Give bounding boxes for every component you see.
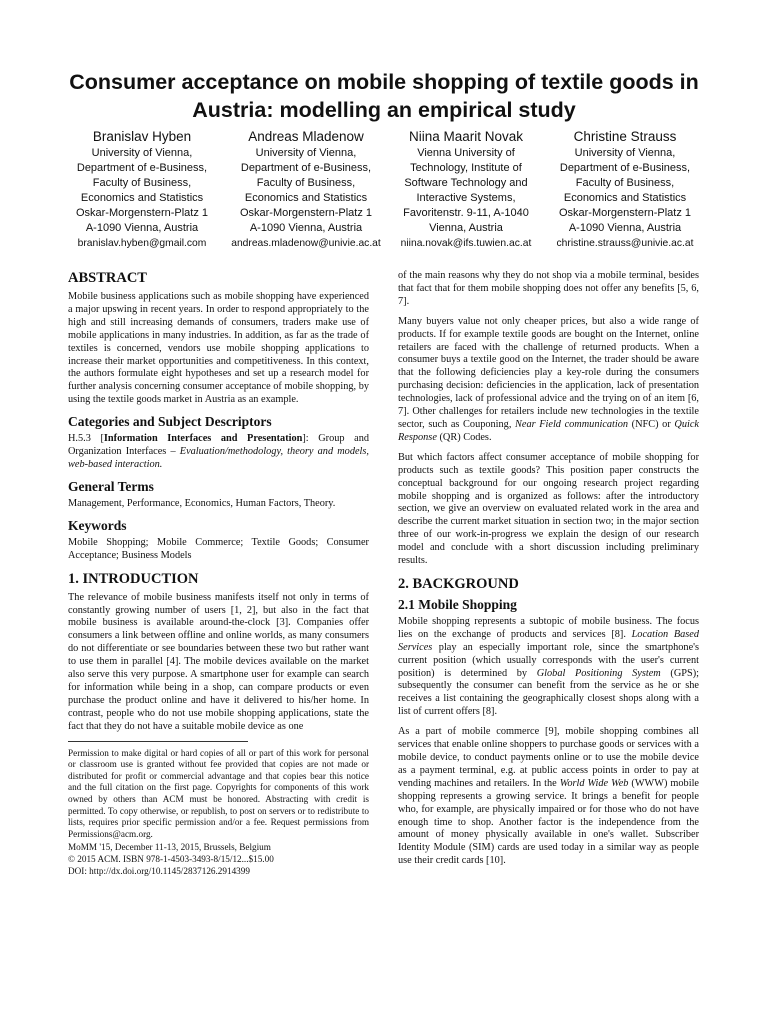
text-run: (QR) Codes.: [436, 431, 492, 443]
author-email[interactable]: christine.strauss@univie.ac.at: [556, 238, 694, 249]
doi-line[interactable]: DOI: http://dx.doi.org/10.1145/2837126.2914399: [68, 865, 250, 876]
author-affiliation-line: Department of e-Business,: [559, 162, 691, 174]
paragraph: [398, 726, 699, 868]
paragraph: [398, 316, 699, 445]
conference-line: MoMM '15, December 11-13, 2015, Brussels, Belgium: [68, 842, 271, 853]
author-affiliation-line: University of Vienna,: [574, 147, 676, 159]
keywords-heading: Keywords: [68, 517, 127, 533]
author-affiliation-line: Economics and Statistics: [244, 192, 368, 204]
categories-italic: Evaluation/methodology, theory and models, web-based interaction.: [68, 446, 369, 470]
paragraph: [398, 616, 699, 719]
text-run: Mobile shopping represents a subtopic of mobile business. The focus lies on the exchange of products and services [8].: [398, 615, 699, 640]
categories-text: [68, 433, 369, 472]
author-affiliation-line: Favoritenstr. 9-11, A-1040: [403, 207, 529, 219]
author-name: Niina Maarit Novak: [408, 129, 524, 144]
introduction-heading: 1. INTRODUCTION: [68, 570, 199, 587]
author-affiliation-line: A-1090 Vienna, Austria: [85, 222, 199, 234]
author-affiliation-line: Oskar-Morgenstern-Platz 1: [558, 207, 692, 219]
permission-block: [68, 748, 369, 878]
italic-term: World Wide Web: [559, 777, 629, 789]
general-terms-heading: General Terms: [68, 478, 154, 494]
italic-term: Near Field communication: [515, 418, 629, 430]
permission-text: Permission to make digital or hard copies of all or part of this work for personal or classroom use is granted without fee provided that copies are not made or distributed for profit or commercial advantage and that copies bear this notice and the full citation on the first page. Copyrights for components of this work owned by others than ACM must be honored. Abstracting with credit is permitted. To copy otherwise, or republish, to post on servers or to redistribute to lists, requires prior specific permission and/or a fee. Request permissions from Permissions@acm.org.: [68, 747, 369, 839]
author-affiliation-line: Faculty of Business,: [575, 177, 675, 189]
categories-bold: Information Interfaces and Presentation: [103, 433, 303, 445]
categories-code: H.5.3 [: [68, 433, 104, 445]
author-affiliation-line: Economics and Statistics: [80, 192, 204, 204]
author-affiliation-line: University of Vienna,: [255, 147, 357, 159]
author-email[interactable]: niina.novak@ifs.tuwien.ac.at: [400, 238, 532, 249]
background-heading: 2. BACKGROUND: [398, 575, 519, 592]
text-run: As a part of mobile commerce [9], mobile shopping combines all services that enable online shoppers to purchase goods or services with a mobile device, to conduct payments online or to use the mobile device as a payment terminal, e.g. at public access points in order to pay at vending machines and retailers. In the: [398, 726, 699, 789]
author-block-4: [545, 128, 705, 251]
italic-term: Global Positioning System: [536, 667, 661, 679]
text-run: Many buyers value not only cheaper prices, but also a wide range of products. If for example textile goods are bought on the Internet, online retailers are faced with the challenge of returned products. When a consumer buys a textile good on the Internet, the trader should be aware that the following deficiencies play a key-role during the consumers purchasing decision: deficiencies in the application, lack of presentation technologies, lack of professional advice and the trying on of an item [6, 7]. Other challenges for retailers include new technologies in the textile sector, such as Couponing,: [398, 315, 699, 430]
paper-title: Consumer acceptance on mobile shopping of textile goods in Austria: modelling an empirical study: [69, 70, 699, 122]
footnote-divider: [68, 741, 248, 742]
text-run: (WWW) mobile shopping represents a growing service. It brings a benefit for people who, for example, are physically impaired or for those who do not have enough time to shop. Another factor is the independence from the amount of money physically available in one's wallet. Subscriber Identity Module (SIM) cards are used today in a similar way as people use their credit cards [10].: [398, 777, 699, 867]
right-column: [398, 270, 699, 875]
author-affiliation-line: Department of e-Business,: [76, 162, 208, 174]
text-run: (NFC) or: [628, 418, 675, 430]
keywords-text: Mobile Shopping; Mobile Commerce; Textile Goods; Consumer Acceptance; Business Models: [68, 536, 369, 561]
italic-term: Quick Response: [398, 418, 699, 443]
author-affiliation-line: Oskar-Morgenstern-Platz 1: [239, 207, 373, 219]
author-block-1: [62, 128, 222, 251]
left-column: [68, 262, 369, 877]
author-name: Branislav Hyben: [92, 129, 192, 144]
author-affiliation-line: Technology, Institute of: [410, 162, 522, 174]
author-affiliation-line: University of Vienna,: [91, 147, 193, 159]
mobile-shopping-heading: 2.1 Mobile Shopping: [398, 596, 517, 612]
categories-heading: Categories and Subject Descriptors: [68, 414, 272, 430]
introduction-text: The relevance of mobile business manifests itself not only in terms of constantly growing number of users [1, 2], but also in the fact that mobile business is available around-the-clock [3]. Companies offer consumers a link between offline and online worlds, as many consumers do not differentiate or see boundaries between these two but rather want to use them in parallel [4]. The mobile devices available on the market also serve this very purpose. A smartphone user for example can search for information while being in a shop, can compare products or even purchase the product online and have it delivered to his/her home. In contrast, people who do not use mobile shopping applications, state the fact that they do not have a suitable mobile device as one: [68, 591, 369, 732]
author-email[interactable]: branislav.hyben@gmail.com: [77, 238, 207, 249]
copyright-line: © 2015 ACM. ISBN 978-1-4503-3493-8/15/12...$15.00: [68, 853, 274, 864]
text-run: (GPS); subsequently the consumer can benefit from the service as he or she receives a list containing the geographically closest shops along with a list of current offers [8].: [398, 667, 700, 718]
author-block-2: [226, 128, 386, 251]
author-affiliation-line: Vienna University of: [417, 147, 515, 159]
author-affiliation-line: Economics and Statistics: [563, 192, 687, 204]
abstract-heading: ABSTRACT: [68, 270, 147, 286]
author-affiliation-line: A-1090 Vienna, Austria: [249, 222, 363, 234]
paragraph: But which factors affect consumer acceptance of mobile shopping for products such as textile goods? This position paper constructs the conceptual background for our ongoing research project regarding mobile shopping and is organized as follows: after the introductory section, we give an overview on evaluated related work in the area and describe the current market situation in section two; in the major section three of our work-in-progress we explain the design of our research model and conclude with a short discussion including preliminary results.: [398, 451, 699, 567]
author-affiliation-line: Faculty of Business,: [256, 177, 356, 189]
author-affiliation-line: Interactive Systems,: [416, 192, 516, 204]
author-block-3: [386, 128, 546, 251]
author-affiliation-line: Oskar-Morgenstern-Platz 1: [75, 207, 209, 219]
author-affiliation-line: Vienna, Austria: [429, 222, 503, 234]
italic-term: Location Based Services: [398, 628, 699, 653]
author-affiliation-line: A-1090 Vienna, Austria: [568, 222, 682, 234]
author-name: Christine Strauss: [573, 129, 677, 144]
categories-rest: ]: Group and Organization Interfaces –: [68, 433, 369, 458]
author-affiliation-line: Department of e-Business,: [240, 162, 372, 174]
author-affiliation-line: Software Technology and: [404, 177, 528, 189]
author-email[interactable]: andreas.mladenow@univie.ac.at: [231, 238, 381, 249]
general-terms-text: Management, Performance, Economics, Human Factors, Theory.: [68, 497, 336, 509]
abstract-text: Mobile business applications such as mobile shopping have experienced a major upswing in recent years. In order to respond appropriately to the high and still increasing demands of consumers, traders make use of mobile applications in many industries. In addition, as far as the trade of textiles is concerned, vendors use mobile shopping applications to increase their market opportunities and competitiveness. In this context, the authors formulate eight hypotheses and set up a research model for further analysis concerning consumer acceptance of mobile shopping, by using the textile goods market in Austria as an example.: [68, 291, 369, 406]
text-run: play an especially important role, since the smartphone's current position (which usually corresponds with the user's current position) is determined by: [398, 641, 699, 679]
author-affiliation-line: Faculty of Business,: [92, 177, 192, 189]
paragraph: of the main reasons why they do not shop via a mobile terminal, besides that fact that for them mobile shopping does not offer any benefits [5, 6, 7].: [398, 270, 699, 307]
author-name: Andreas Mladenow: [248, 129, 364, 144]
